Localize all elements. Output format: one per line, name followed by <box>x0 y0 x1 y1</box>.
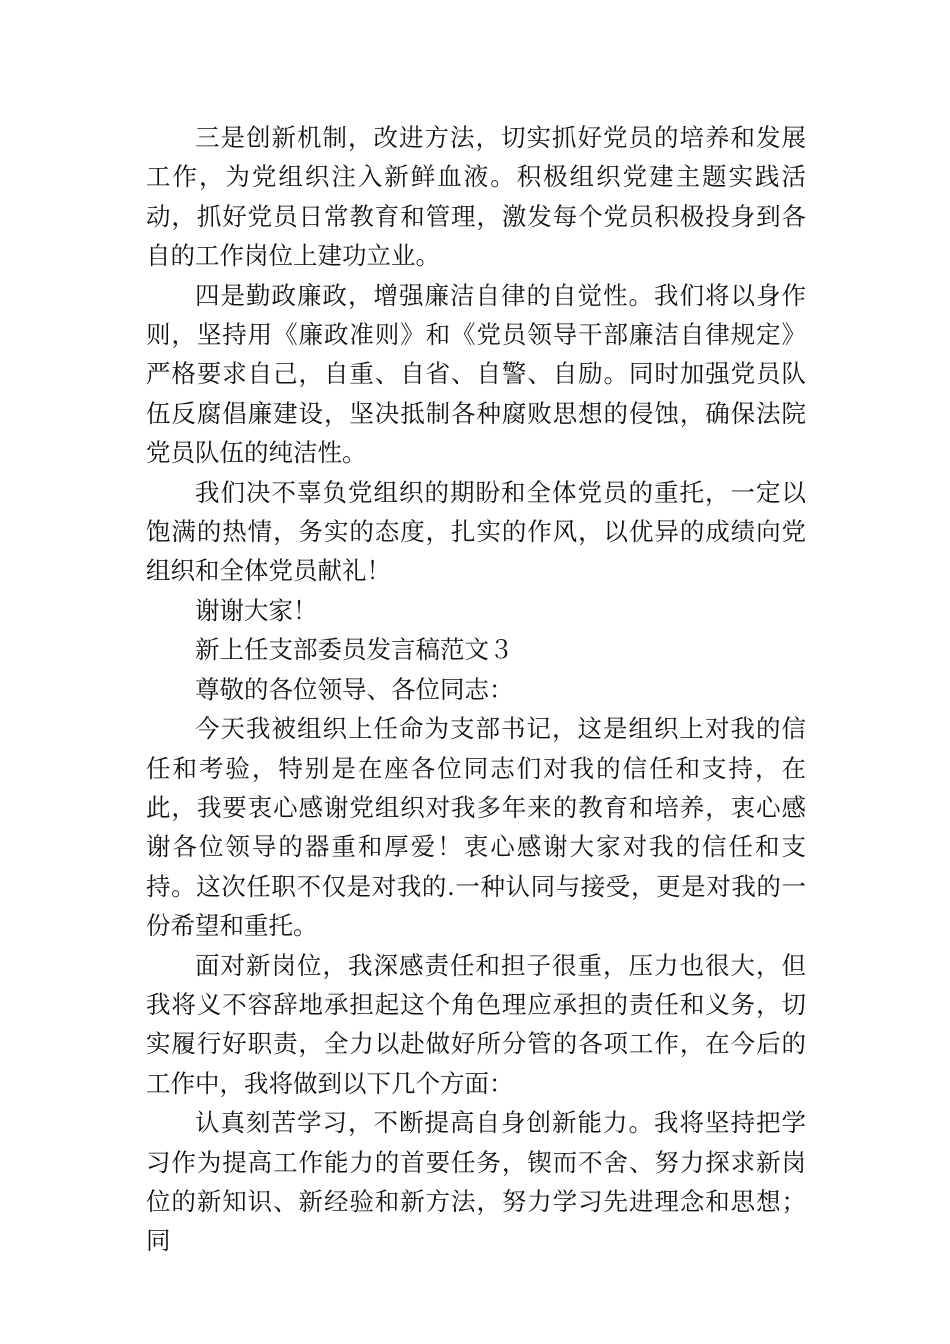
document-page <box>146 118 806 1261</box>
paragraph-5: 新上任支部委员发言稿范文３ <box>195 635 514 665</box>
paragraph-6: 尊敬的各位领导、各位同志： <box>195 674 514 704</box>
paragraph-2: 四是勤政廉政，增强廉洁自律的自觉性。我们将以身作则，坚持用《廉政准则》和《党员领导干部廉洁自律规定》严格要求自己，自重、自省、自警、自励。同时加强党员队伍反腐倡廉建设，坚决抵制各种腐败思想的侵蚀，确保法院党员队伍的纯洁性。 <box>146 280 806 468</box>
paragraph-8: 面对新岗位，我深感责任和担子很重，压力也很大，但我将义不容辞地承担起这个角色理应承担的责任和义务，切实履行好职责，全力以赴做好所分管的各项工作，在今后的工作中，我将做到以下几个方面： <box>146 950 806 1098</box>
paragraph-3: 我们决不辜负党组织的期盼和全体党员的重托，一定以饱满的热情，务实的态度，扎实的作风，以优异的成绩向党组织和全体党员献礼！ <box>146 477 806 586</box>
paragraph-7: 今天我被组织上任命为支部书记，这是组织上对我的信任和考验，特别是在座各位同志们对我的信任和支持，在此，我要衷心感谢党组织对我多年来的教育和培养，衷心感谢各位领导的器重和厚爱！衷心感谢大家对我的信任和支持。这次任职不仅是对我的.一种认同与接受，更是对我的一份希望和重托。 <box>146 714 806 941</box>
paragraph-9: 认真刻苦学习，不断提高自身创新能力。我将坚持把学习作为提高工作能力的首要任务，锲而不舍、努力探求新岗位的新知识、新经验和新方法，努力学习先进理念和思想；同 <box>146 1108 806 1256</box>
paragraph-4: 谢谢大家！ <box>195 595 318 625</box>
paragraph-1: 三是创新机制，改进方法，切实抓好党员的培养和发展工作，为党组织注入新鲜血液。积极组织党建主题实践活动，抓好党员日常教育和管理，激发每个党员积极投身到各自的工作岗位上建功立业。 <box>146 123 806 271</box>
